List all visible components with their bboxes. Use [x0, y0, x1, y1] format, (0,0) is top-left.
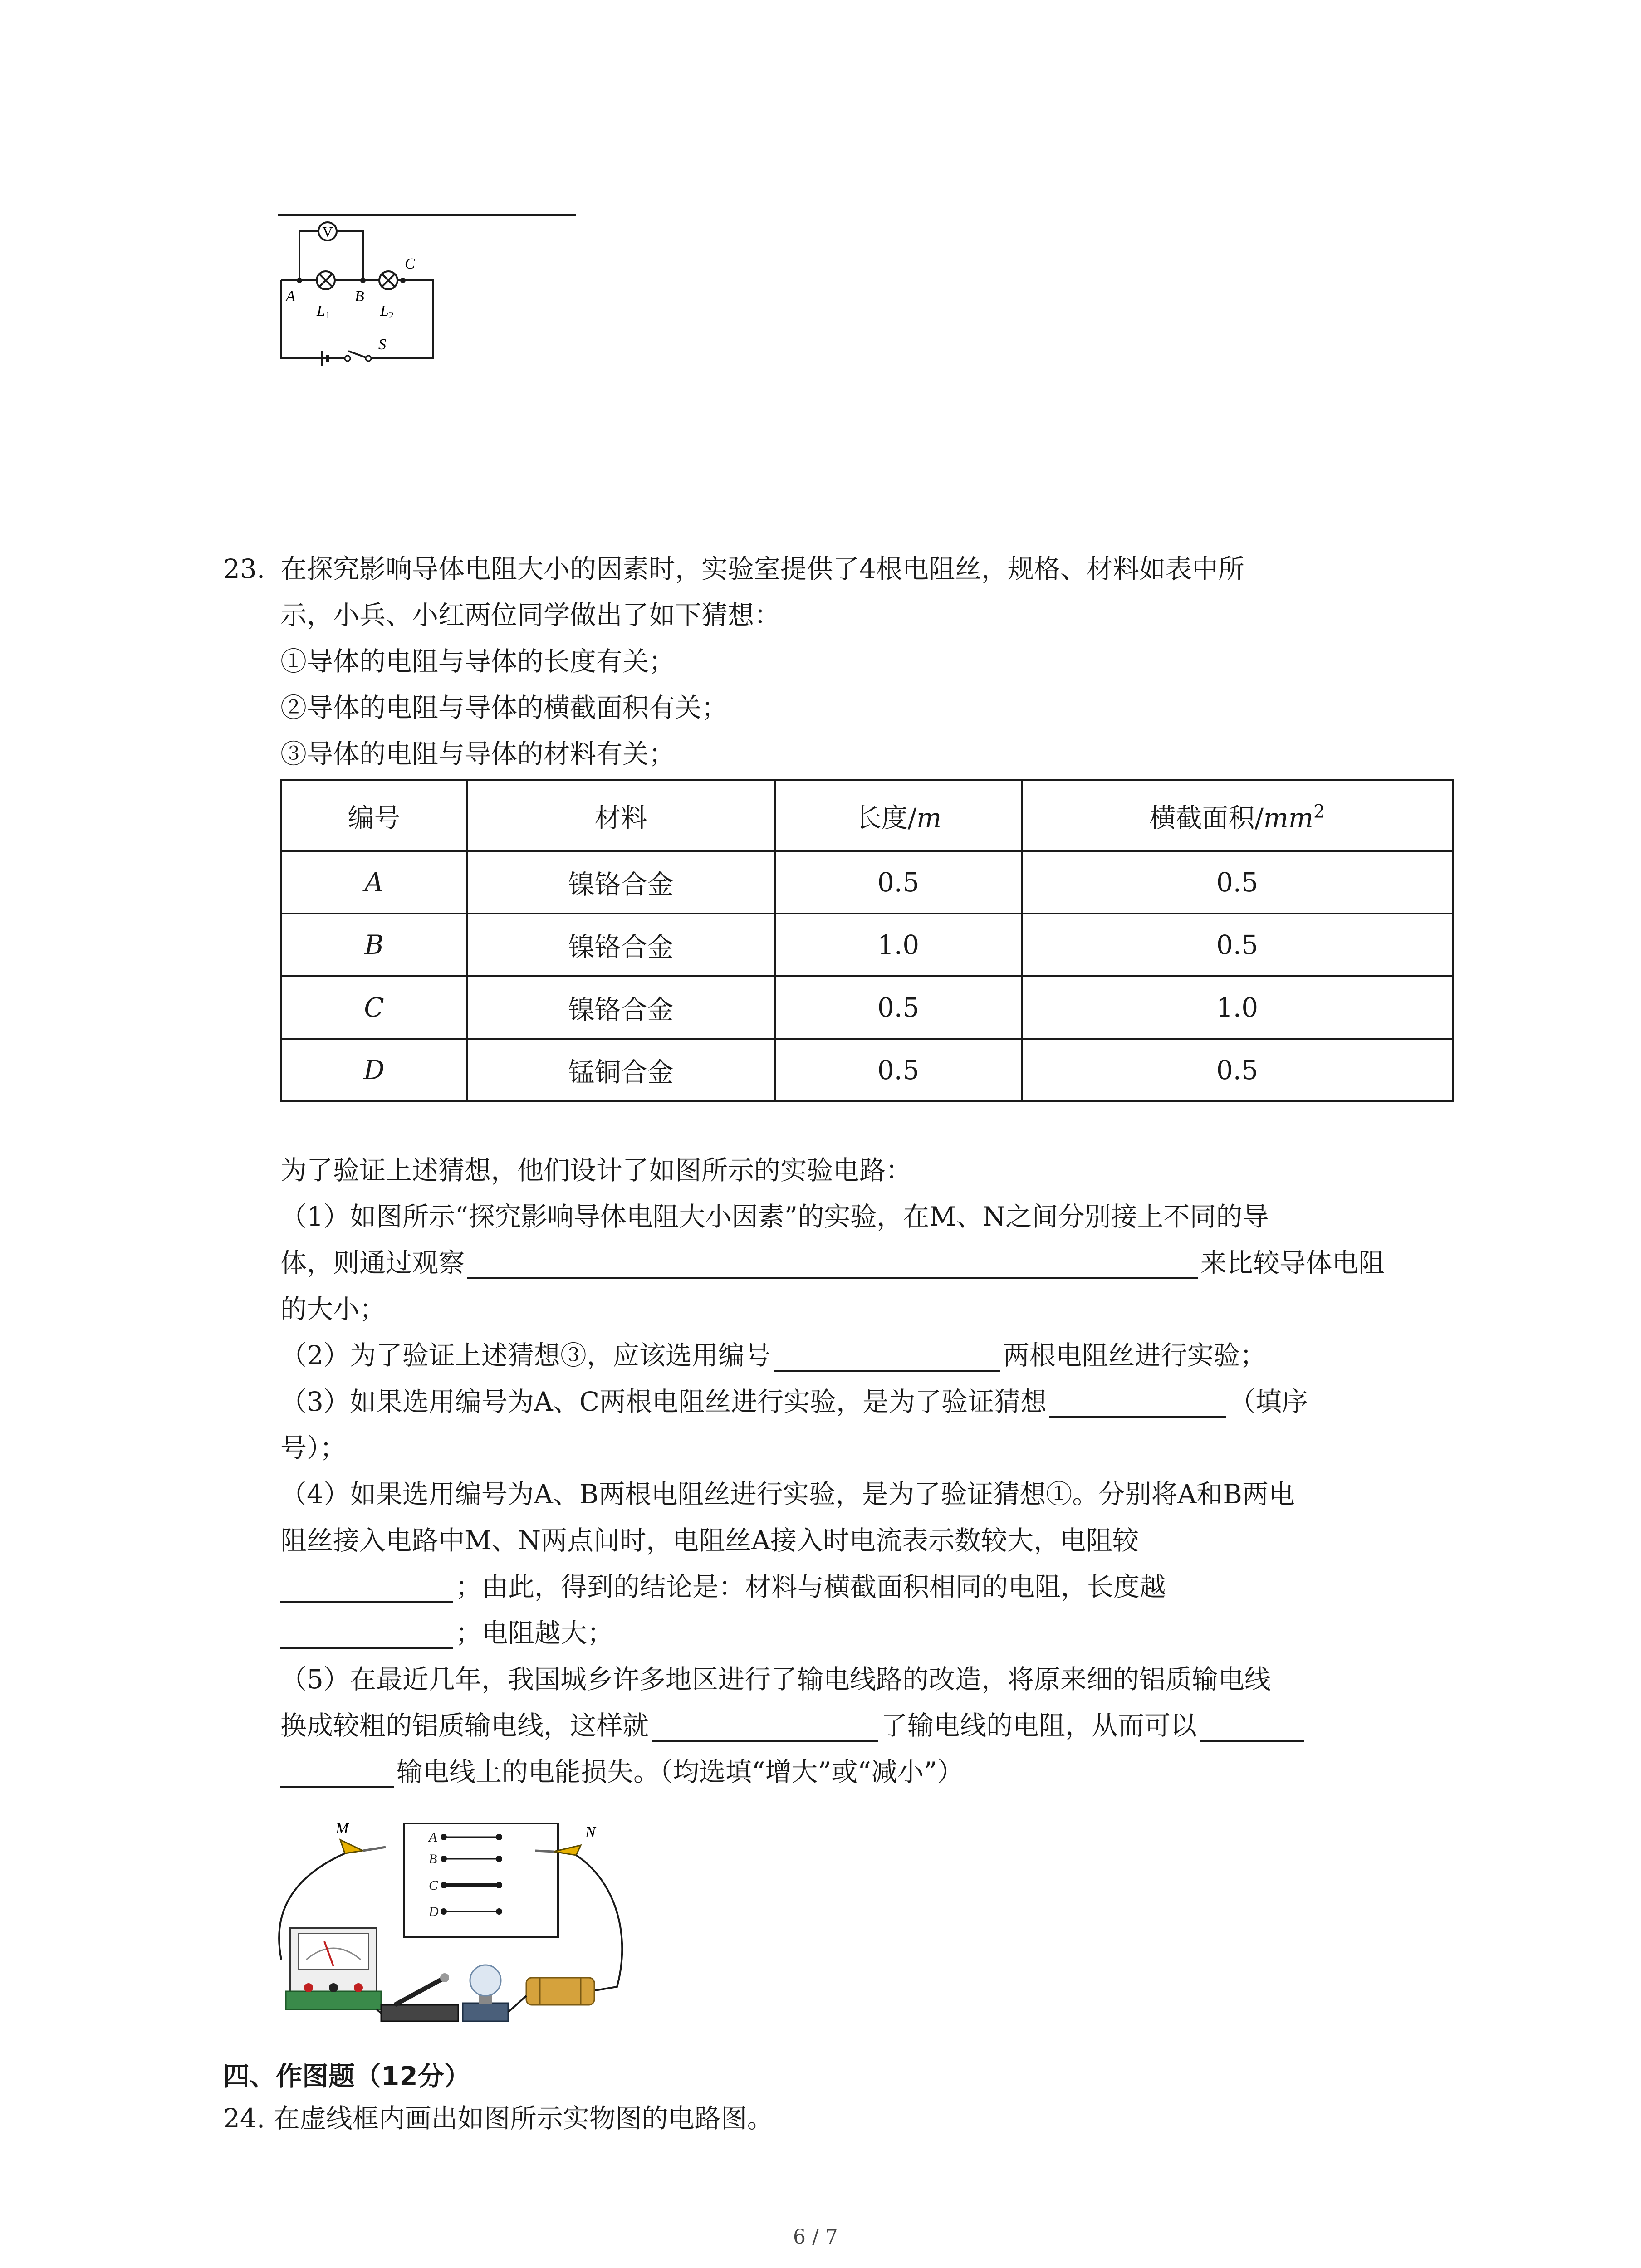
series-circuit-figure — [268, 213, 458, 367]
header-material: 材料 — [467, 780, 775, 851]
q23-lead: 为了验证上述猜想，他们设计了如图所示的实验电路： — [280, 1155, 912, 1186]
ammeter — [286, 1928, 381, 2009]
cell-material: 镍铬合金 — [467, 914, 775, 976]
answer-blank-wire-ids[interactable] — [774, 1344, 1000, 1372]
wire-a-label: A — [429, 1830, 437, 1845]
q23-part5-line3: 输电线上的电能损失。（均选填“增大”或“减小”） — [280, 1756, 964, 1788]
answer-blank-guess-no[interactable] — [1049, 1390, 1226, 1418]
cell-id: D — [281, 1039, 467, 1101]
wire-c-label: C — [429, 1878, 438, 1893]
wire-b-label: B — [429, 1852, 437, 1867]
answer-blank-change-resistance[interactable] — [652, 1714, 878, 1742]
cell-material: 镍铬合金 — [467, 851, 775, 914]
cell-length: 0.5 — [775, 851, 1022, 914]
header-length: 长度/m — [775, 780, 1022, 851]
answer-blank-change-loss-cont[interactable] — [280, 1760, 394, 1788]
cell-id: C — [281, 976, 467, 1039]
cell-area: 0.5 — [1022, 1039, 1453, 1101]
cell-area: 0.5 — [1022, 914, 1453, 976]
clip-m — [340, 1840, 386, 1853]
q23-guess2: ②导体的电阻与导体的横截面积有关； — [280, 692, 728, 723]
q23-number: 23. — [223, 553, 265, 584]
table-row — [281, 914, 1453, 976]
cell-area: 1.0 — [1022, 976, 1453, 1039]
cell-material: 锰铜合金 — [467, 1039, 775, 1101]
wire-d-label: D — [429, 1904, 439, 1919]
node-a-label: A — [286, 288, 295, 305]
lamp2-label: L2 — [380, 303, 394, 321]
section4-heading: 四、作图题（12分） — [223, 2061, 470, 2092]
lamp1-label: L1 — [317, 303, 330, 321]
cell-area: 0.5 — [1022, 851, 1453, 914]
header-id: 编号 — [281, 780, 467, 851]
knife-switch — [381, 1973, 458, 2021]
node-b-label: B — [355, 288, 364, 305]
answer-blank-observe[interactable] — [467, 1251, 1198, 1279]
cell-length: 0.5 — [775, 976, 1022, 1039]
answer-blank-length[interactable] — [280, 1621, 453, 1649]
q23-part4-line3: ；由此，得到的结论是：材料与横截面积相同的电阻，长度越 — [280, 1571, 1166, 1603]
resistor-coil — [526, 1978, 594, 2005]
experiment-apparatus-figure — [272, 1810, 644, 2023]
voltmeter-label: V — [322, 224, 333, 240]
header-area: 横截面积$/mm^2$ — [1022, 780, 1453, 851]
q23-intro-line1: 在探究影响导体电阻大小的因素时，实验室提供了4根电阻丝，规格、材料如表中所 — [280, 553, 1244, 584]
q23-intro-line2: 示，小兵、小红两位同学做出了如下猜想： — [280, 600, 781, 631]
q23-part1-line2: 体，则通过观察 来比较导体电阻 — [280, 1247, 1385, 1278]
wire-board — [404, 1823, 558, 1937]
q23-part4-line4: ；电阻越大； — [280, 1618, 613, 1649]
cell-length: 1.0 — [775, 914, 1022, 976]
cell-length: 0.5 — [775, 1039, 1022, 1101]
q23-part2: （2）为了验证上述猜想③，应该选用编号 两根电阻丝进行实验； — [280, 1340, 1266, 1371]
answer-blank-change-loss[interactable] — [1200, 1714, 1304, 1742]
cell-id: B — [281, 914, 467, 976]
q23-part5-line2: 换成较粗的铝质输电线，这样就 了输电线的电阻，从而可以 — [280, 1710, 1307, 1742]
page-number: 6 / 7 — [793, 2225, 838, 2248]
q23-part1-line1: （1）如图所示“探究影响导体电阻大小因素”的实验，在M、N之间分别接上不同的导 — [280, 1201, 1269, 1232]
node-c-label: C — [405, 255, 415, 272]
table-row — [281, 851, 1453, 914]
q24-text: 24. 在虚线框内画出如图所示实物图的电路图。 — [223, 2103, 774, 2134]
cell-material: 镍铬合金 — [467, 976, 775, 1039]
answer-blank-resistance[interactable] — [280, 1575, 453, 1603]
table-row — [281, 1039, 1453, 1101]
clip-n-label: N — [585, 1824, 596, 1841]
q23-part3-line2: 号）； — [280, 1432, 347, 1463]
cell-id: A — [281, 851, 467, 914]
table-row — [281, 976, 1453, 1039]
resistance-wire-table — [280, 779, 1454, 1102]
q23-part3-line1: （3）如果选用编号为A、C两根电阻丝进行实验，是为了验证猜想 （填序 — [280, 1386, 1308, 1417]
q23-guess3: ③导体的电阻与导体的材料有关； — [280, 738, 676, 769]
light-bulb — [463, 1965, 508, 2021]
table-header-row — [281, 780, 1453, 851]
q23-guess1: ①导体的电阻与导体的长度有关； — [280, 646, 676, 677]
switch-label: S — [378, 336, 386, 353]
clip-m-label: M — [336, 1820, 349, 1837]
q23-part4-line2: 阻丝接入电路中M、N两点间时，电阻丝A接入时电流表示数较大，电阻较 — [280, 1525, 1139, 1556]
q23-part1-line3: 的大小； — [280, 1294, 386, 1325]
q23-part5-line1: （5）在最近几年，我国城乡许多地区进行了输电线路的改造，将原来细的铝质输电线 — [280, 1664, 1271, 1695]
q23-part4-line1: （4）如果选用编号为A、B两根电阻丝进行实验，是为了验证猜想①。分别将A和B两电 — [280, 1479, 1295, 1510]
